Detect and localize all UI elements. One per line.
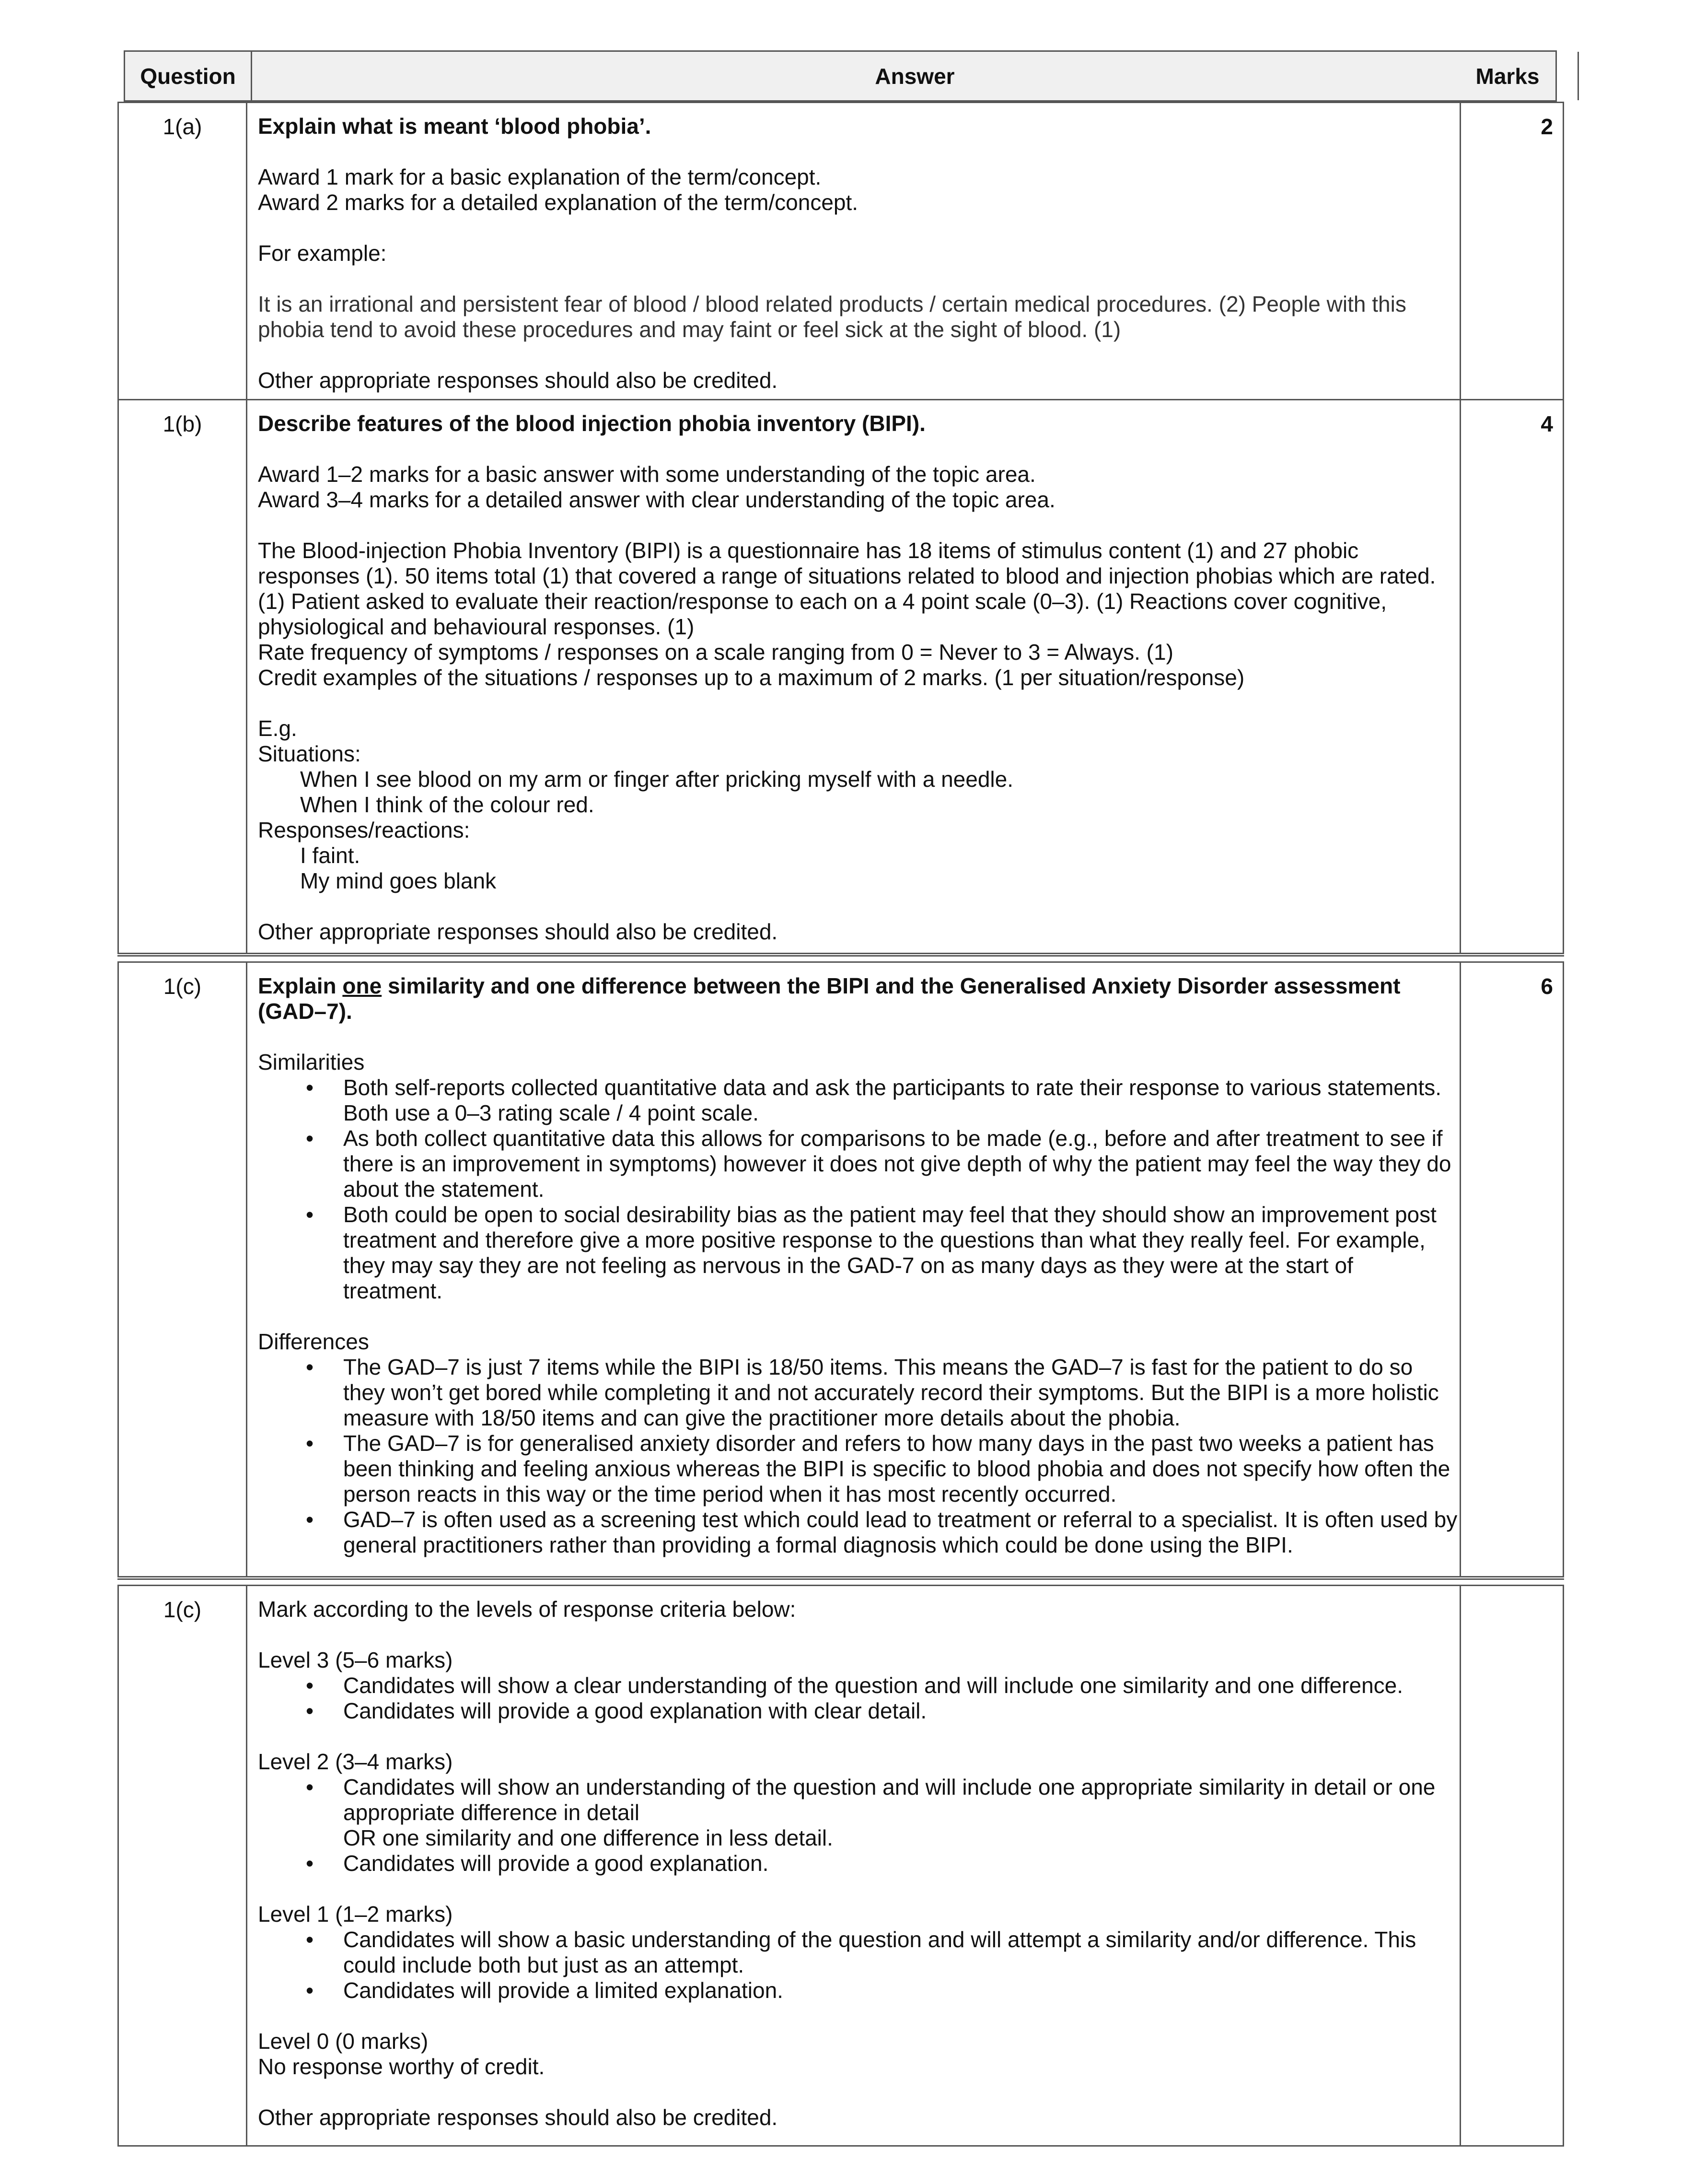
answer-cell bbox=[258, 1586, 1562, 2130]
answer-cell bbox=[258, 963, 1562, 1558]
response-item: I faint. bbox=[300, 843, 360, 868]
header-marks: Marks bbox=[1475, 63, 1540, 89]
list-item: • As both collect quantitative data this allows for comparisons to be made (e.g., before and after treatment to see if there is an improvement in symptoms) however it does not give depth of why the patient may feel the way they do about the statement. bbox=[305, 1126, 1451, 1202]
question-number: 1(b) bbox=[162, 411, 202, 436]
situation-item: When I think of the colour red. bbox=[300, 792, 594, 817]
other-responses-note: Other appropriate responses should also be credited. bbox=[258, 368, 778, 393]
level-1-list bbox=[258, 1927, 1562, 2003]
question-text: Explain one similarity and one difference between the BIPI and the Generalised Anxiety Disorder assessment (GAD–7). bbox=[258, 973, 1401, 1024]
list-item: • Candidates will show an understanding of the question and will include one appropriate similarity in detail or one appropriate difference in detail OR one similarity and one difference in less detail. bbox=[305, 1775, 1436, 1850]
list-item: • GAD–7 is often used as a screening test which could lead to treatment or referral to a specialist. It is often used by general practitioners rather than providing a formal diagnosis which could be done using the BIPI. bbox=[305, 1507, 1458, 1557]
award-criteria: Award 1 mark for a basic explanation of the term/concept. Award 2 marks for a detailed explanation of the term/concept. bbox=[258, 164, 858, 215]
level-0-label: Level 0 (0 marks) bbox=[258, 2029, 429, 2054]
for-example-label: For example: bbox=[258, 241, 387, 266]
row-1a bbox=[117, 102, 1564, 400]
list-item: • Candidates will provide a limited explanation. bbox=[305, 1978, 783, 2003]
answer-cell bbox=[258, 103, 1562, 393]
list-item: • Candidates will provide a good explanation with clear detail. bbox=[305, 1698, 927, 1723]
answer-cell bbox=[258, 400, 1562, 945]
similarities-list bbox=[258, 1075, 1562, 1304]
question-number: 1(c) bbox=[163, 1597, 202, 1622]
list-item: • The GAD–7 is just 7 items while the BIPI is 18/50 items. This means the GAD–7 is fast for the patient to do so they won’t get bored while completing it and not accurately record their symptoms. But the BIPI is a more holistic measure with 18/50 items and can give the practitioner more details about the phobia. bbox=[305, 1355, 1439, 1430]
eg-label: E.g. bbox=[258, 716, 297, 741]
list-item: • Candidates will show a clear understanding of the question and will include one similarity and one difference. bbox=[305, 1673, 1404, 1698]
list-item: • Candidates will provide a good explanation. bbox=[305, 1851, 769, 1876]
list-item: • The GAD–7 is for generalised anxiety disorder and refers to how many days in the past two weeks a patient has been thinking and feeling anxious whereas the BIPI is specific to blood phobia and does not specify how often the person reacts in this way or the time period when it has most recently occurred. bbox=[305, 1431, 1450, 1507]
level-0-text: No response worthy of credit. bbox=[258, 2054, 545, 2079]
list-item: • Both could be open to social desirability bias as the patient may feel that they should show an improvement post treatment and therefore give a more positive response to the questions than what they really feel. For example, they may say they are not feeling as nervous in the GAD-7 on as many days as they were at the start of treatment. bbox=[305, 1202, 1437, 1303]
header-answer: Answer bbox=[875, 63, 955, 89]
row-1c-levels bbox=[117, 1585, 1564, 2147]
header-question: Question bbox=[140, 63, 236, 89]
responses-label: Responses/reactions: bbox=[258, 818, 470, 842]
question-text: Explain what is meant ‘blood phobia’. bbox=[258, 114, 651, 139]
marks-value: 2 bbox=[1541, 114, 1553, 139]
situations-label: Situations: bbox=[258, 741, 361, 766]
question-text: Describe features of the blood injection phobia inventory (BIPI). bbox=[258, 411, 926, 436]
level-3-label: Level 3 (5–6 marks) bbox=[258, 1647, 453, 1672]
marks-value: 4 bbox=[1541, 411, 1553, 436]
question-number: 1(c) bbox=[163, 974, 202, 999]
level-3-list bbox=[258, 1673, 1562, 1724]
other-responses-note: Other appropriate responses should also be credited. bbox=[258, 2105, 778, 2130]
list-item: • Both self-reports collected quantitative data and ask the participants to rate their response to various statements. Both use a 0–3 rating scale / 4 point scale. bbox=[305, 1075, 1442, 1125]
differences-label: Differences bbox=[258, 1329, 369, 1354]
levels-intro: Mark according to the levels of response criteria below: bbox=[258, 1597, 796, 1622]
level-2-label: Level 2 (3–4 marks) bbox=[258, 1749, 453, 1774]
other-responses-note: Other appropriate responses should also be credited. bbox=[258, 919, 778, 944]
row-1c bbox=[117, 961, 1564, 1577]
list-item: • Candidates will show a basic understanding of the question and will attempt a similarity and/or difference. This could include both but just as an attempt. bbox=[305, 1927, 1416, 1977]
level-1-label: Level 1 (1–2 marks) bbox=[258, 1902, 453, 1927]
example-answer: It is an irrational and persistent fear of blood / blood related products / certain medical procedures. (2) People with this phobia tend to avoid these procedures and may faint or feel sick at the sight of blood. (1) bbox=[258, 292, 1406, 342]
table-header bbox=[124, 50, 1557, 102]
bipi-description: The Blood-injection Phobia Inventory (BIPI) is a questionnaire has 18 items of stimulus content (1) and 27 phobic responses (1). 50 items total (1) that covered a range of situations related to blood and injection phobias which are rated. (1) Patient asked to evaluate their reaction/response to each on a 4 point scale (0–3). (1) Reactions cover cognitive, physiological and behavioural responses. (1) Rate frequency of symptoms / responses on a scale ranging from 0 = Never to 3 = Always. (1) Credit examples of the situations / responses up to a maximum of 2 marks. (1 per situation/response) bbox=[258, 538, 1436, 690]
similarities-label: Similarities bbox=[258, 1050, 365, 1074]
level-2-list bbox=[258, 1775, 1562, 1876]
response-item: My mind goes blank bbox=[300, 868, 497, 893]
situation-item: When I see blood on my arm or finger after pricking myself with a needle. bbox=[300, 767, 1014, 792]
differences-list bbox=[258, 1355, 1562, 1558]
question-number: 1(a) bbox=[162, 114, 202, 139]
marks-value: 6 bbox=[1541, 974, 1553, 999]
row-1b bbox=[117, 399, 1564, 954]
award-criteria: Award 1–2 marks for a basic answer with some understanding of the topic area. Award 3–4 marks for a detailed answer with clear understanding of the topic area. bbox=[258, 462, 1056, 512]
